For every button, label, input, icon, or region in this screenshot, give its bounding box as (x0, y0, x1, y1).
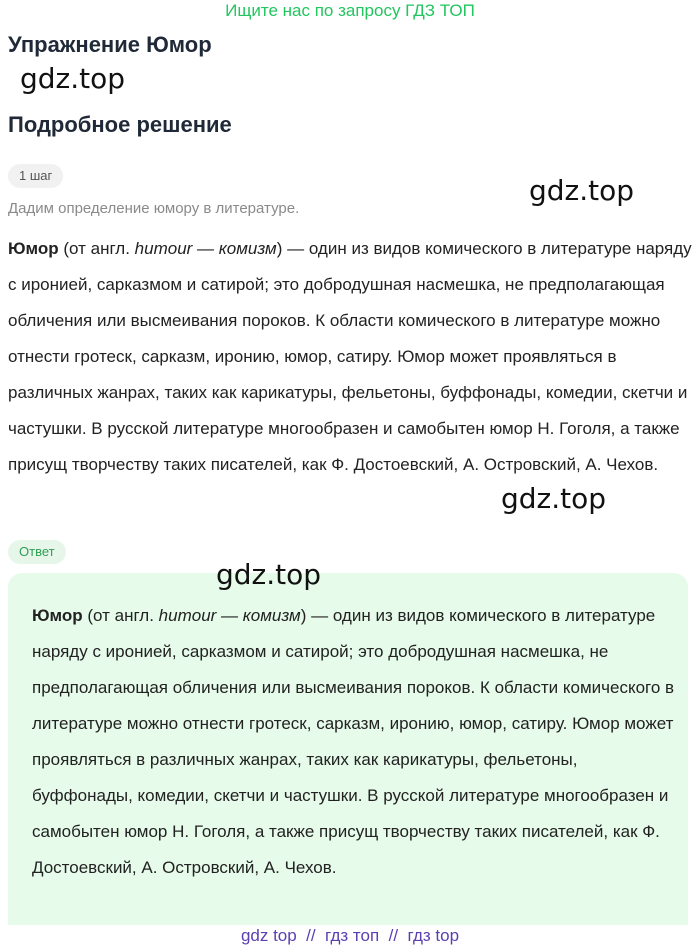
term: Юмор (8, 239, 59, 258)
answer-badge: Ответ (8, 540, 66, 564)
answer-text (32, 598, 682, 886)
section-title: Подробное решение (8, 112, 232, 137)
search-banner: Ищите нас по запросу ГДЗ ТОП (225, 1, 475, 20)
etymology: humour — комизм (134, 239, 277, 258)
watermark: gdz.top (216, 558, 322, 591)
paren-close: ) (300, 606, 307, 625)
definition-text: — один из видов комического в литературе наряду с иронией, сарказмом и сатирой; это добродушная насмешка, не предполагающая обличения или высмеивания пороков. К области комического в литературе можно отнести гротеск, сарказм, иронию, юмор, сатиру. Юмор может проявляться в различных жанрах, таких как карикатуры, фельетоны, буффонады, комедии, скетчи и частушки. В русской литературе многообразен и самобытен юмор Н. Гоголя, а также присущ творчеству таких писателей, как Ф. Достоевский, А. Островский, А. Чехов. (8, 239, 692, 474)
watermark: gdz.top (529, 174, 635, 207)
step-hint: Дадим определение юмору в литературе. (8, 200, 300, 217)
watermark: gdz.top (501, 482, 607, 515)
paren-open: (от англ. (58, 239, 135, 258)
watermark: gdz.top (20, 62, 126, 95)
paren-open: (от англ. (82, 606, 159, 625)
step-badge: 1 шаг (8, 164, 63, 188)
paren-close: ) (276, 239, 283, 258)
footer-links: gdz top // гдз топ // гдз top (240, 926, 460, 945)
step-body-text (8, 231, 693, 483)
definition-text: — один из видов комического в литературе наряду с иронией, сарказмом и сатирой; это добродушная насмешка, не предполагающая обличения или высмеивания пороков. К области комического в литературе можно отнести гротеск, сарказм, иронию, юмор, сатиру. Юмор может проявляться в различных жанрах, таких как карикатуры, фельетоны, буффонады, комедии, скетчи и частушки. В русской литературе многообразен и самобытен юмор Н. Гоголя, а также присущ творчеству таких писателей, как Ф. Достоевский, А. Островский, А. Чехов. (32, 606, 675, 877)
term: Юмор (32, 606, 83, 625)
etymology: humour — комизм (158, 606, 301, 625)
exercise-title: Упражнение Юмор (8, 32, 212, 57)
